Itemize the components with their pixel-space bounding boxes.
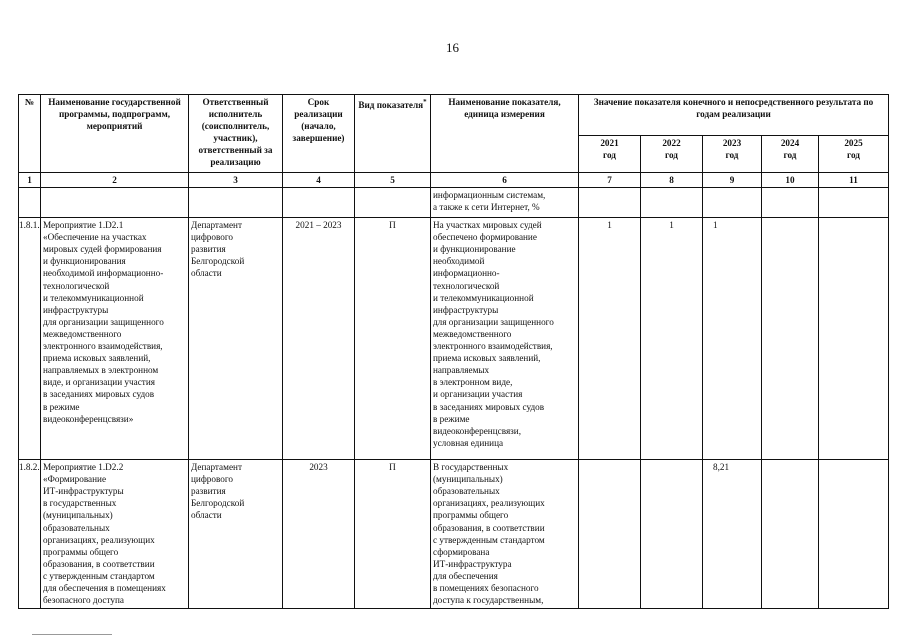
header-indicator: Наименование показателя, единица измерения: [431, 95, 579, 173]
column-number: 5: [355, 173, 431, 188]
header-kind: [355, 95, 431, 173]
row-responsible: Департамент цифрового развития Белгородской области: [189, 218, 283, 460]
header-year: 2024 год: [762, 136, 819, 173]
row-value: 1: [641, 218, 703, 460]
table-row-continuation: [19, 188, 889, 218]
row-value: 8,21: [703, 460, 762, 609]
column-number: 6: [431, 173, 579, 188]
row-term: 2023: [283, 460, 355, 609]
header-values-group: Значение показателя конечного и непосредственного результата по годам реализации: [579, 95, 889, 136]
column-numbers-row: [19, 173, 889, 188]
row-indicator: В государственных (муниципальных) образовательных организациях, реализующих программы общего образования, в соответствии с утвержденным стандартом сформирована ИТ-инфраструктура для обеспечения в помещениях безопасного доступа к государственным,: [431, 460, 579, 609]
column-number: 10: [762, 173, 819, 188]
row-kind: П: [355, 460, 431, 609]
row-program: Мероприятие 1.D2.2 «Формирование ИТ-инфраструктуры в государственных (муниципальных) образовательных организациях, реализующих программы общего образования, в соответствии с утвержденным стандартом для обеспечения в помещениях безопасного доступа: [41, 460, 189, 609]
row-number: 1.8.2.: [19, 460, 41, 609]
row-value: [641, 460, 703, 609]
header-year: 2021 год: [579, 136, 641, 173]
row-responsible: Департамент цифрового развития Белгородской области: [189, 460, 283, 609]
row-indicator: На участках мировых судей обеспечено формирование и функционирование необходимой информационно- технологической и телекоммуникационной инфраструктуры для организации защищенного межведомственного электронного взаимодействия, приема исковых заявлений, направляемых в электронном виде, и организации участия в заседаниях мировых судов в режиме видеоконференцсвязи, условная единица: [431, 218, 579, 460]
column-number: 9: [703, 173, 762, 188]
row-term: 2021 – 2023: [283, 218, 355, 460]
header-year: 2025 год: [819, 136, 889, 173]
row-value: 1: [703, 218, 762, 460]
row-value: 1: [579, 218, 641, 460]
header-kind-footnote-mark: *: [423, 98, 427, 106]
header-program: Наименование государственной программы, подпрограмм, мероприятий: [41, 95, 189, 173]
column-number: 11: [819, 173, 889, 188]
table-row: [19, 218, 889, 460]
header-responsible: Ответственный исполнитель (соисполнитель, участник), ответственный за реализацию: [189, 95, 283, 173]
row-value: [579, 460, 641, 609]
column-number: 3: [189, 173, 283, 188]
scan-edge-line: [32, 634, 112, 637]
row-value: [762, 218, 819, 460]
column-number: 2: [41, 173, 189, 188]
column-number: 1: [19, 173, 41, 188]
column-number: 4: [283, 173, 355, 188]
row-value: [819, 460, 889, 609]
header-year: 2022 год: [641, 136, 703, 173]
continuation-indicator: информационным системам, а также к сети Интернет, %: [431, 188, 579, 218]
row-kind: П: [355, 218, 431, 460]
program-table: [18, 94, 889, 609]
column-number: 8: [641, 173, 703, 188]
row-value: [762, 460, 819, 609]
column-number: 7: [579, 173, 641, 188]
header-year: 2023 год: [703, 136, 762, 173]
row-number: 1.8.1.: [19, 218, 41, 460]
row-value: [819, 218, 889, 460]
row-program: Мероприятие 1.D2.1 «Обеспечение на участках мировых судей формирования и функционирования необходимой информационно- технологической и телекоммуникационной инфраструктуры для организации защищенного межведомственного электронного взаимодействия, приема исковых заявлений, направляемых в электронном виде, и организации участия в заседаниях мировых судов в режиме видеоконференцсвязи»: [41, 218, 189, 460]
page-number: 16: [446, 40, 459, 55]
header-num: №: [19, 95, 41, 173]
header-kind-label: Вид показателя: [358, 100, 424, 111]
table-row: [19, 460, 889, 609]
header-term: Срок реализации (начало, завершение): [283, 95, 355, 173]
